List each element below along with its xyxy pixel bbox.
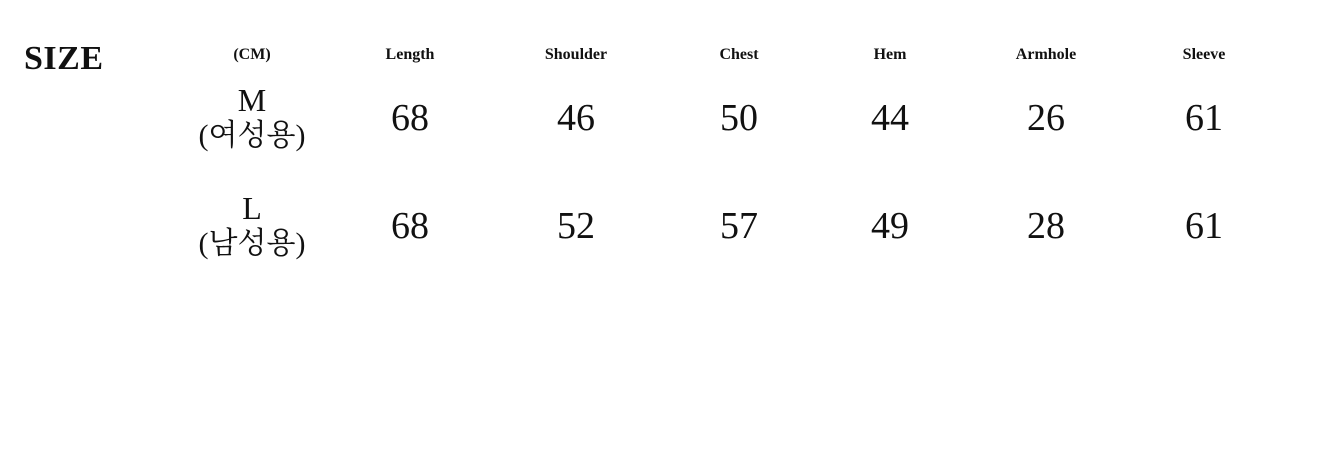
column-header-unit: (CM)	[233, 46, 271, 63]
table-header-row	[172, 46, 1282, 64]
table-row	[172, 64, 1282, 172]
cell-armhole: 28	[1027, 205, 1065, 247]
cell-sleeve: 61	[1185, 205, 1223, 247]
size-name: M	[237, 82, 267, 119]
column-header-chest: Chest	[719, 46, 759, 63]
size-table-container	[172, 46, 1282, 280]
row-size-m	[172, 64, 332, 172]
cell-length: 68	[391, 205, 429, 247]
size-table	[172, 46, 1282, 280]
column-header-length: Length	[385, 46, 435, 63]
size-name: L	[242, 190, 262, 227]
column-header-shoulder: Shoulder	[544, 46, 608, 63]
page-title: SIZE	[24, 40, 104, 77]
cell-shoulder: 46	[557, 97, 595, 139]
size-note: (여성용)	[198, 119, 306, 153]
cell-sleeve: 61	[1185, 97, 1223, 139]
cell-hem: 44	[871, 97, 909, 139]
cell-hem: 49	[871, 205, 909, 247]
column-header-armhole: Armhole	[1015, 46, 1077, 63]
cell-armhole: 26	[1027, 97, 1065, 139]
table-row	[172, 172, 1282, 280]
cell-chest: 57	[720, 205, 758, 247]
cell-chest: 50	[720, 97, 758, 139]
row-size-l	[172, 172, 332, 280]
cell-length: 68	[391, 97, 429, 139]
size-note: (남성용)	[198, 227, 306, 261]
column-header-sleeve: Sleeve	[1182, 46, 1226, 63]
column-header-hem: Hem	[873, 46, 907, 63]
cell-shoulder: 52	[557, 205, 595, 247]
